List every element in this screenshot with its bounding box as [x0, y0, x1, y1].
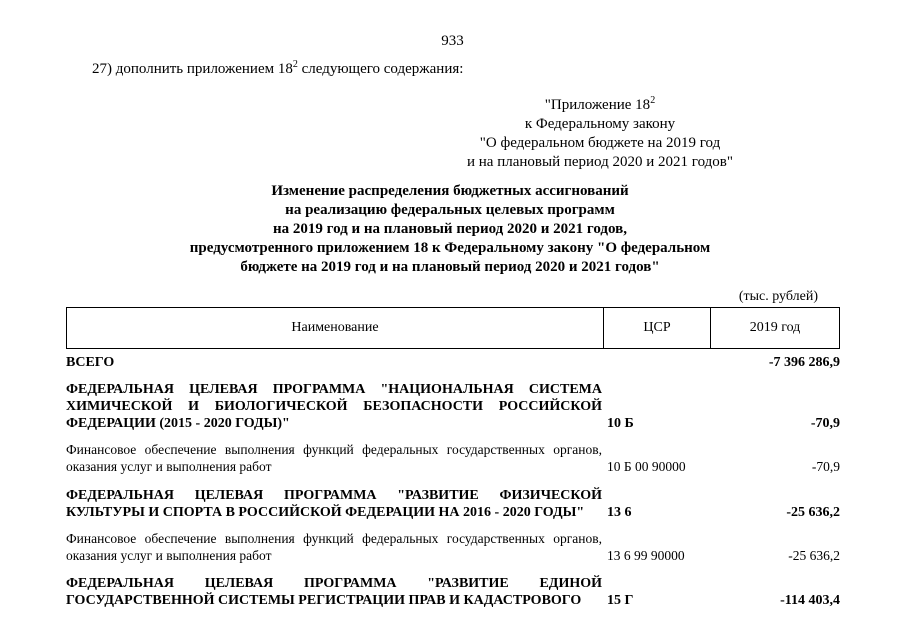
table-row — [66, 487, 840, 521]
row-name: ФЕДЕРАЛЬНАЯ ЦЕЛЕВАЯ ПРОГРАММА "НАЦИОНАЛЬНАЯ СИСТЕМА ХИМИЧЕСКОЙ И БИОЛОГИЧЕСКОЙ БЕЗОПАСНОСТИ РОССИЙСКОЙ ФЕДЕРАЦИИ (2015 - 2020 ГОДЫ)" — [66, 382, 602, 431]
appendix-reference — [420, 96, 780, 172]
heading-line: на 2019 год и на плановый период 2020 и 2021 годов, — [273, 221, 627, 237]
header-csr: ЦСР — [604, 308, 711, 348]
units-label: (тыс. рублей) — [738, 289, 818, 304]
heading-line: Изменение распределения бюджетных ассигнований — [271, 183, 629, 199]
row-csr: 10 Б 00 90000 — [607, 459, 686, 474]
table-header — [66, 307, 840, 349]
page-number: 933 — [441, 33, 464, 49]
row-amount: -25 636,2 — [788, 548, 840, 563]
row-name: Финансовое обеспечение выполнения функций федеральных государственных органов, оказания услуг и выполнения работ — [66, 531, 602, 563]
row-csr: 10 Б — [607, 416, 634, 431]
appendix-line-3: "О федеральном бюджете на 2019 год — [479, 135, 721, 151]
intro-prefix: 27) дополнить приложением 18 — [92, 61, 293, 77]
row-csr: 13 6 — [607, 505, 632, 520]
heading-line: на реализацию федеральных целевых программ — [285, 202, 615, 218]
table-row — [66, 381, 840, 432]
total-row — [66, 355, 840, 371]
intro-suffix: следующего содержания: — [297, 61, 464, 77]
table-row — [66, 441, 840, 475]
header-year: 2019 год — [749, 320, 801, 335]
row-csr: 15 Г — [607, 593, 634, 608]
heading-line: бюджете на 2019 год и на плановый период 2020 и 2021 годов" — [240, 259, 660, 275]
header-name: Наименование — [67, 308, 604, 348]
document-heading — [150, 182, 750, 277]
row-name: Финансовое обеспечение выполнения функций федеральных государственных органов, оказания услуг и выполнения работ — [66, 442, 602, 474]
intro-superscript: 2 — [292, 59, 298, 70]
intro-text — [92, 61, 463, 78]
row-csr: 13 6 99 90000 — [607, 548, 685, 563]
appendix-line-1: "Приложение $18^2$ — [544, 95, 656, 113]
table-row — [66, 530, 840, 564]
appendix-line-4: и на плановый период 2020 и 2021 годов" — [467, 154, 733, 170]
table-row — [66, 575, 840, 609]
row-amount: -114 403,4 — [780, 593, 840, 608]
heading-line: предусмотренного приложением 18 к Федеральному закону "О федеральном — [189, 240, 711, 256]
total-label: ВСЕГО — [66, 355, 115, 370]
total-amount: -7 396 286,9 — [768, 355, 840, 370]
row-name: ФЕДЕРАЛЬНАЯ ЦЕЛЕВАЯ ПРОГРАММА "РАЗВИТИЕ ЕДИНОЙ ГОСУДАРСТВЕННОЙ СИСТЕМЫ РЕГИСТРАЦИИ ПРАВ И КАДАСТРОВОГО — [66, 576, 602, 608]
row-amount: -70,9 — [810, 416, 840, 431]
row-name: ФЕДЕРАЛЬНАЯ ЦЕЛЕВАЯ ПРОГРАММА "РАЗВИТИЕ ФИЗИЧЕСКОЙ КУЛЬТУРЫ И СПОРТА В РОССИЙСКОЙ ФЕДЕРАЦИИ НА 2016 - 2020 ГОДЫ" — [66, 488, 602, 520]
row-amount: -25 636,2 — [786, 505, 840, 520]
row-amount: -70,9 — [811, 459, 840, 474]
appendix-line-2: к Федеральному закону — [524, 116, 676, 132]
